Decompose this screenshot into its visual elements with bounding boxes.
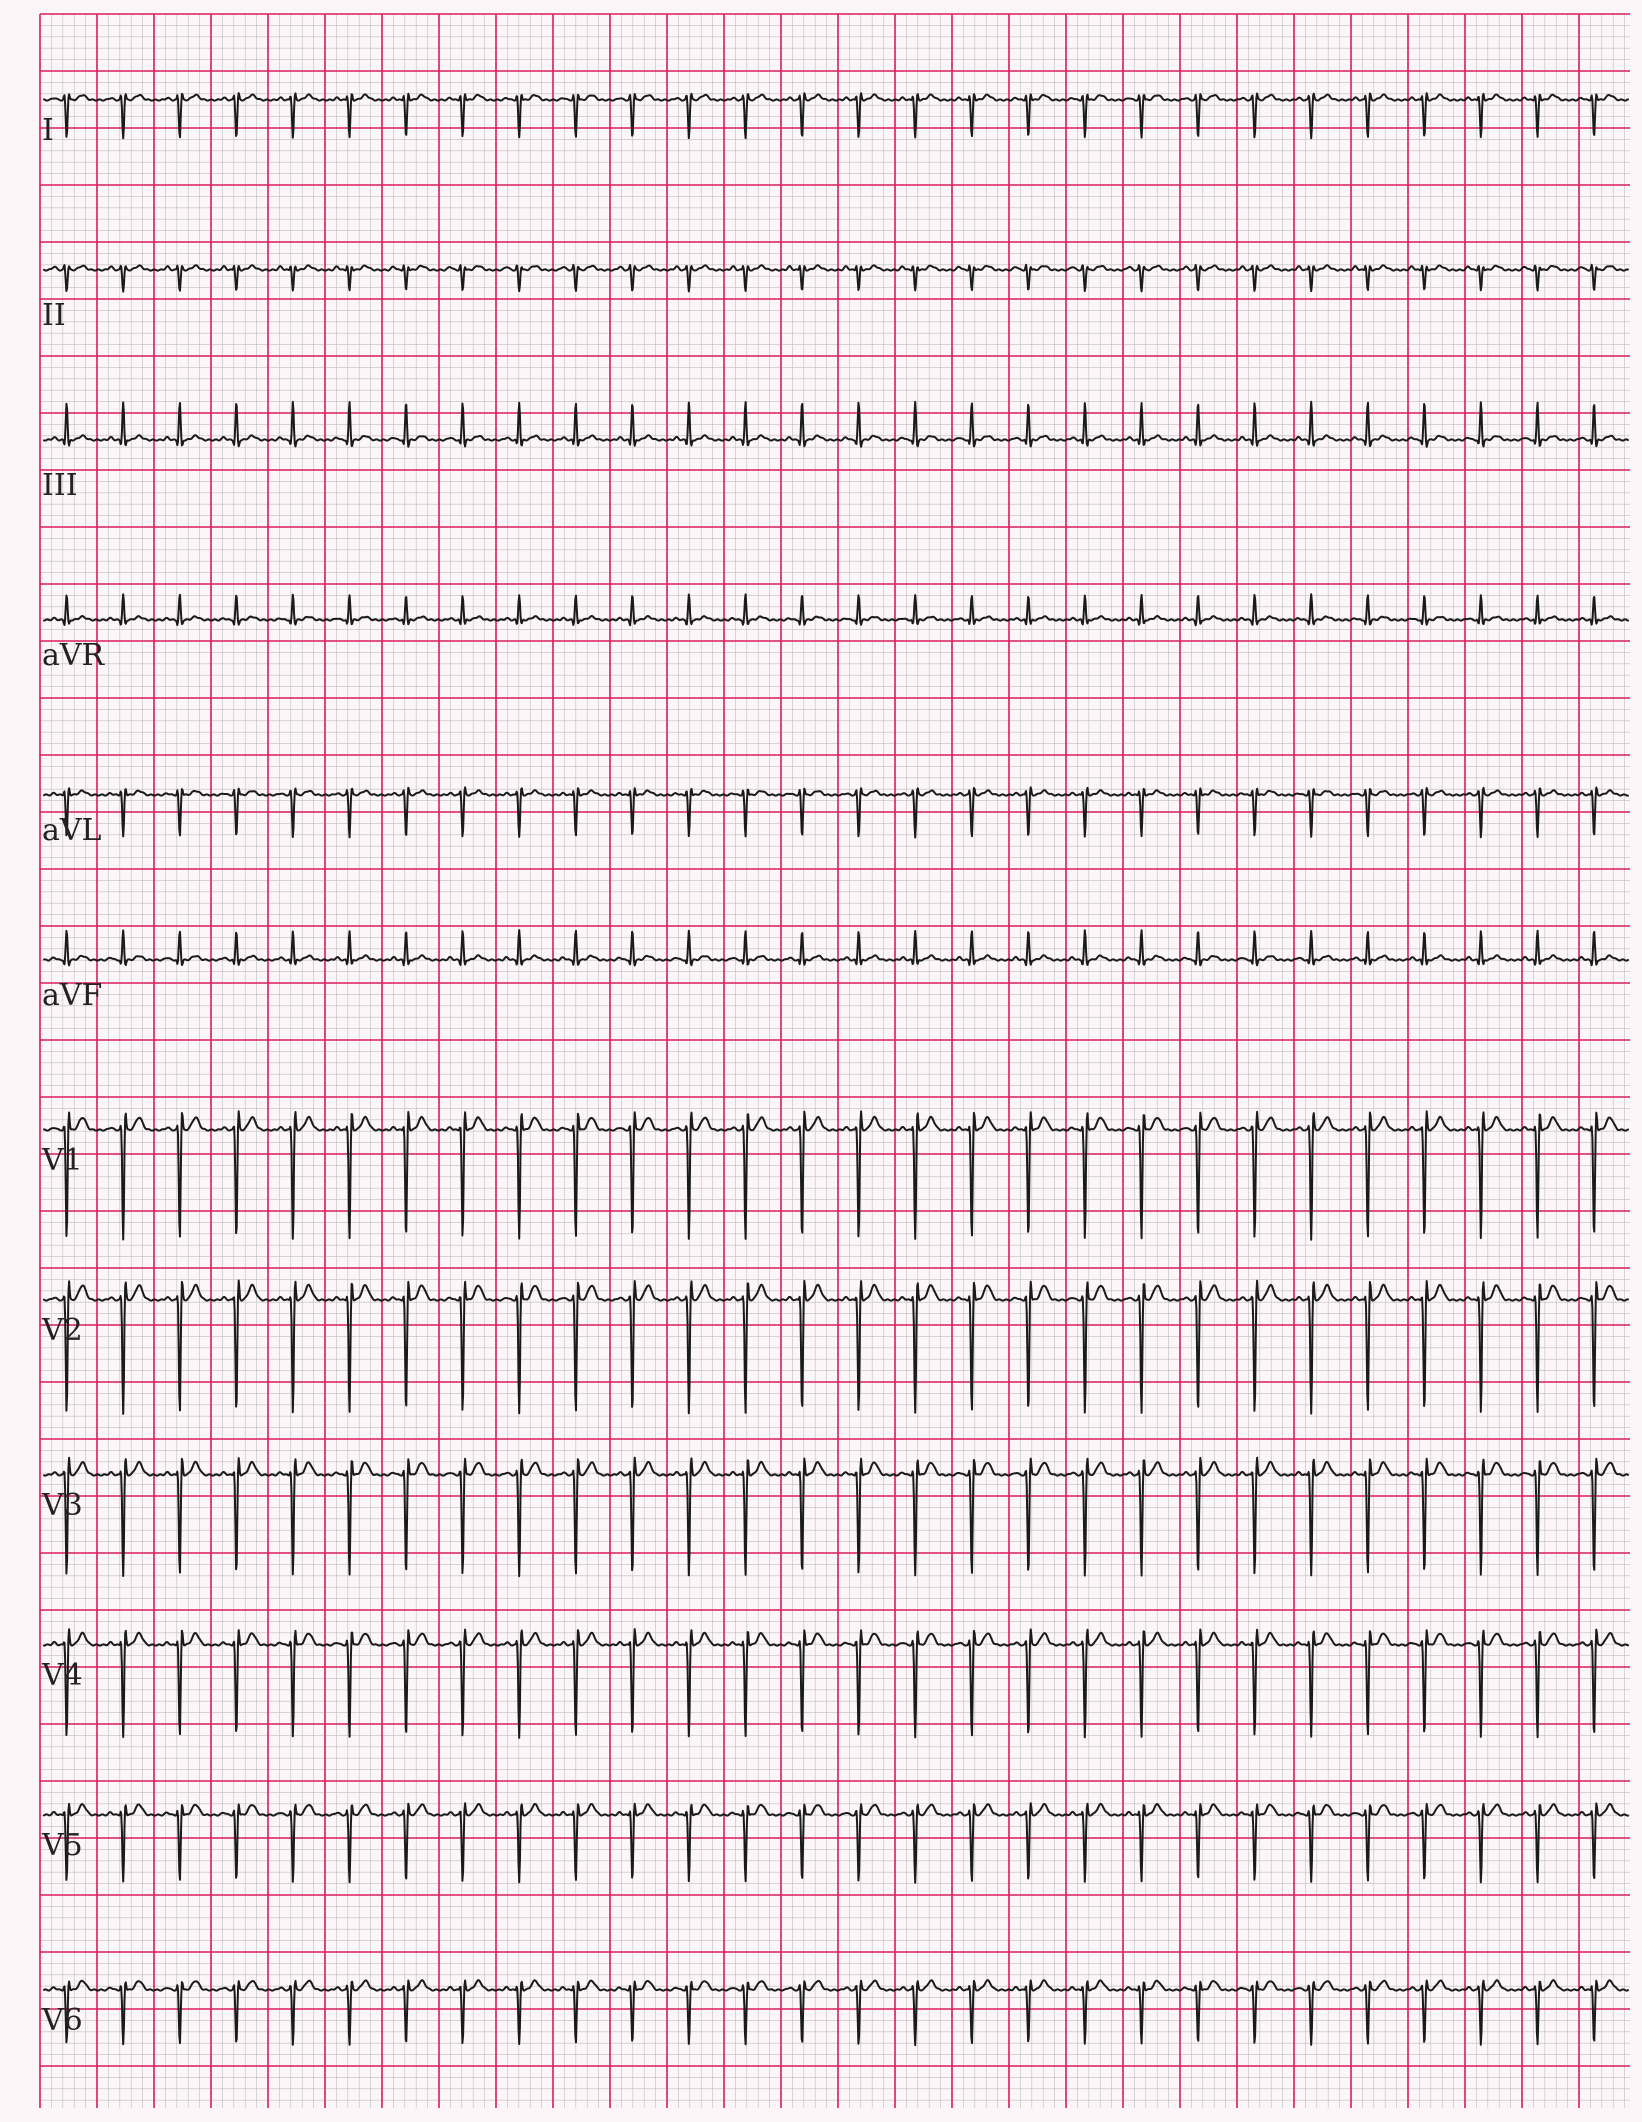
lead-label-v5: V5 (42, 1828, 83, 1863)
lead-label-ii: II (42, 298, 66, 333)
lead-label-v3: V3 (42, 1488, 83, 1523)
lead-label-i: I (42, 113, 54, 148)
lead-label-v2: V2 (42, 1313, 83, 1348)
lead-label-avl: aVL (42, 813, 102, 848)
lead-label-v1: V1 (42, 1143, 83, 1178)
lead-label-v4: V4 (42, 1658, 83, 1693)
lead-label-avf: aVF (42, 978, 103, 1013)
lead-label-iii: III (42, 468, 78, 503)
lead-label-avr: aVR (42, 638, 105, 673)
lead-label-v6: V6 (42, 2003, 83, 2038)
